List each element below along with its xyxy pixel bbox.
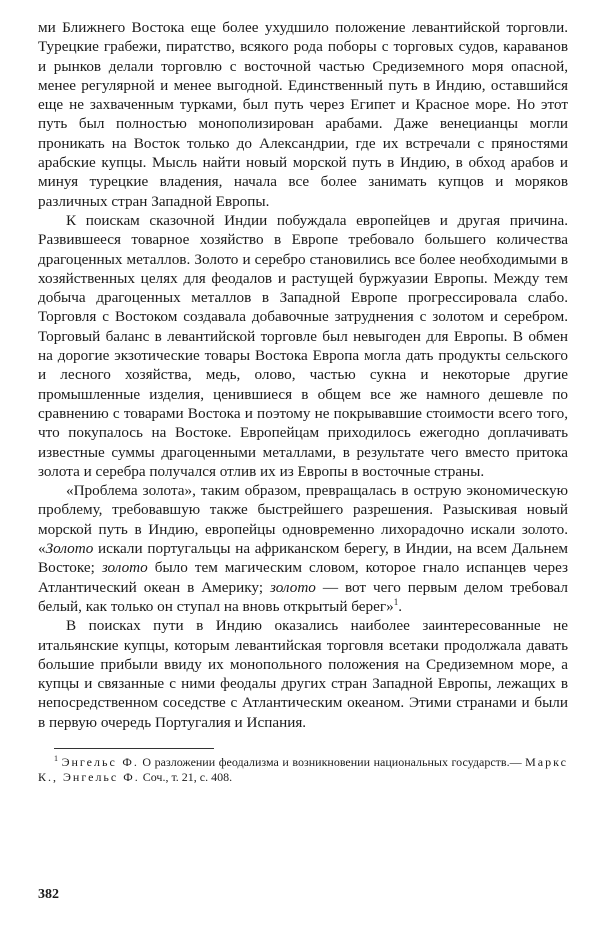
footnote-author-1: Энгельс Ф. (61, 754, 139, 769)
page-body (38, 18, 568, 785)
footnote-text-1: О разложении феодализма и возникновении национальных государств.— (138, 754, 526, 769)
paragraph-3-italic-2: золото (101, 559, 148, 577)
paragraph-3-text-start: «Проблема золота», таким образом, превращалась в острую экономическую проблему, требовавшую также быстрейшего разрешения. Разыскивая новый морской путь в Индию, европейцы одновременно лихорадочно искали золото. « (38, 482, 568, 558)
footnote-text-2: Соч., т. 21, с. 408. (139, 769, 233, 784)
paragraph-3 (38, 481, 568, 616)
footnote-divider (54, 748, 214, 749)
paragraph-2: К поискам сказочной Индии побуждала европейцев и другая причина. Развившееся товарное хозяйство в Европе требовало большего количества драгоценных металлов. Золото и серебро становились все более необходимыми в хозяйственных целях для феодалов и растущей буржуазии Европы. Между тем добыча драгоценных металлов в Западной Европе прогрессировала слабо. Торговля с Востоком создавала добавочные затруднения с золотом и серебром. Торговый баланс в левантийской торговле был невыгоден для Европы. В обмен на дорогие экзотические товары Востока Европа могла дать продукты сельского и лесного хозяйства, медь, олово, частью сукна и некоторые другие промышленные изделия, ценившиеся в общем все же намного дешевле по сравнению с товарами Востока и поэтому не покрывавшие стоимости всего того, что покупалось на Востоке. Европейцам приходилось ежегодно доплачивать известные суммы драгоценными металлами, в результате чего вместо притока золота и серебра получался отлив их из Европы в восточные страны. (38, 211, 568, 480)
paragraph-3-text-3: было тем магическим словом, которое гнало испанцев через Атлантический океан в Америку; (38, 559, 568, 596)
paragraph-3-italic-3: золото (269, 578, 316, 596)
paragraph-3-text-end: . (398, 597, 402, 615)
paragraph-3-text-4: — вот чего первым делом требовал белый, как только он ступал на вновь открытый берег» (38, 578, 568, 615)
page-number: 382 (38, 887, 59, 902)
paragraph-3-text-2: искали португальцы на африканском берегу, в Индии, на всем Дальнем Востоке; (38, 540, 568, 577)
footnote-mark: 1 (54, 753, 58, 763)
footnote-author-2: Маркс К., Энгельс Ф. (38, 754, 568, 784)
paragraph-4: В поисках пути в Индию оказались наиболее заинтересованные не итальянские купцы, которым левантийская торговля всетаки продолжала давать большие прибыли ввиду их монопольного положения на Средиземном море, а купцы и связанные с ними феодалы других стран Западной Европы, лежащих в непосредственном соседстве с Атлантическим океаном. Этими странами и были в первую очередь Португалия и Испания. (38, 617, 568, 731)
paragraph-1: ми Ближнего Востока еще более ухудшило положение левантийской торговли. Турецкие грабежи, пиратство, всякого рода поборы с торговых судов, караванов и рынков делали торговлю с восточной частью Средиземного моря опасной, менее регулярной и менее выгодной. Единственный путь в Индию, оставшийся еще не захваченным турками, был путь через Египет и Красное море. Но этот путь был полностью монополизирован арабами. Даже венецианцы могли проникать на Восток только до Александрии, где их встречали с пряностями арабские купцы. Мысль найти новый морской путь в Индию, в обход арабов и минуя турецкие владения, начала все более занимать купцов и моряков различных стран Западной Европы. (38, 19, 568, 210)
footnote (38, 755, 568, 785)
paragraph-3-italic-1: Золото (45, 540, 94, 558)
footnote-reference[interactable]: 1 (393, 596, 399, 607)
